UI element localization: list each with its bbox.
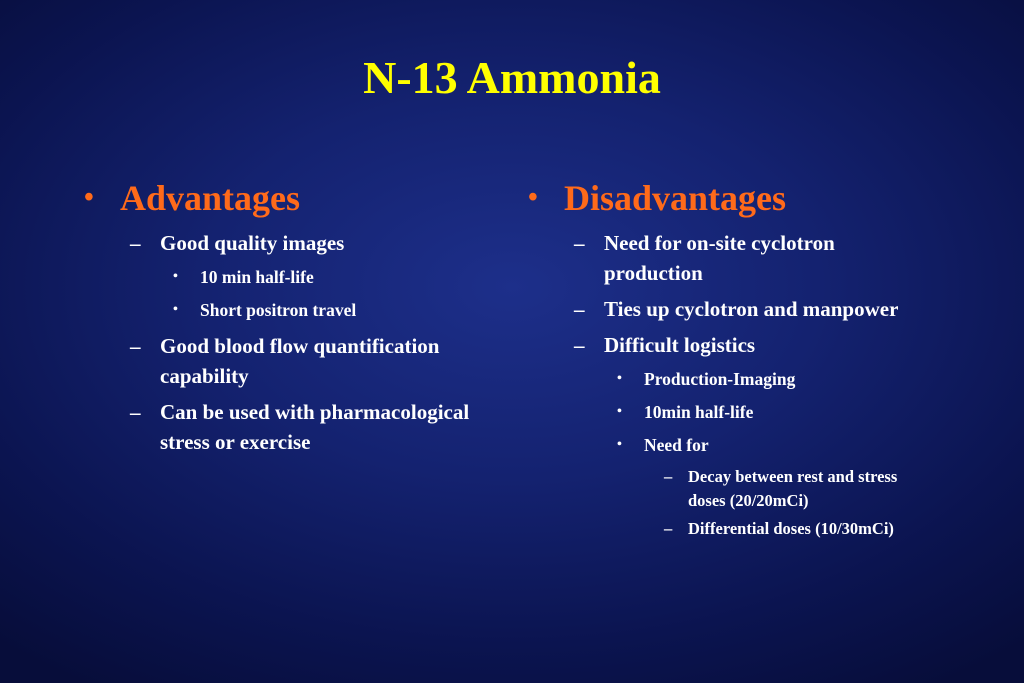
list-item [84,264,474,290]
disadvantage-detail-text: Decay between rest and stress doses (20/20mCi) [688,467,898,510]
advantage-text: Good quality images [160,231,345,255]
disadvantage-text: Difficult logistics [604,333,756,357]
bullet-marker: • [617,437,622,452]
disadvantages-column [528,174,928,549]
bullet-marker: • [617,371,622,386]
advantage-text: Good blood flow quantification capability [160,334,440,388]
disadvantage-text: Ties up cyclotron and manpower [604,297,899,321]
list-item [528,517,928,541]
advantages-column [84,174,474,463]
disadvantage-sub-text: 10min half-life [644,402,754,422]
disadvantages-heading-item [528,174,928,222]
advantage-sub-text: Short positron travel [200,300,357,320]
list-item [84,297,474,323]
bullet-marker: • [173,302,178,317]
advantage-text: Can be used with pharmacological stress or exercise [160,400,470,454]
list-item [528,432,928,458]
list-item [528,465,928,513]
list-item [84,331,474,391]
list-item [528,330,928,360]
disadvantage-detail-text: Differential doses (10/30mCi) [688,519,894,538]
dash-marker: – [574,231,585,255]
disadvantages-heading: Disadvantages [564,178,787,218]
bullet-marker: • [84,182,94,213]
bullet-marker: • [173,269,178,284]
advantages-list [84,228,474,457]
bullet-marker: • [528,182,538,213]
disadvantage-sub-text: Need for [644,435,709,455]
list-item [528,228,928,288]
dash-marker: – [574,297,585,321]
dash-marker: – [664,519,673,538]
disadvantage-sub-text: Production-Imaging [644,369,796,389]
list-item [84,397,474,457]
advantages-heading: Advantages [120,178,301,218]
list-item [84,228,474,258]
advantage-sub-text: 10 min half-life [200,267,314,287]
list-item [528,366,928,392]
slide-title: N-13 Ammonia [363,52,661,103]
dash-marker: – [574,333,585,357]
dash-marker: – [664,467,673,486]
advantages-heading-item [84,174,474,222]
list-item [528,294,928,324]
disadvantage-sub-list [528,366,928,541]
dash-marker: – [130,231,141,255]
dash-marker: – [130,334,141,358]
list-item [528,399,928,425]
disadvantage-text: Need for on-site cyclotron production [604,231,835,285]
dash-marker: – [130,400,141,424]
advantage-sub-list [84,264,474,323]
bullet-marker: • [617,404,622,419]
disadvantages-list [528,228,928,541]
